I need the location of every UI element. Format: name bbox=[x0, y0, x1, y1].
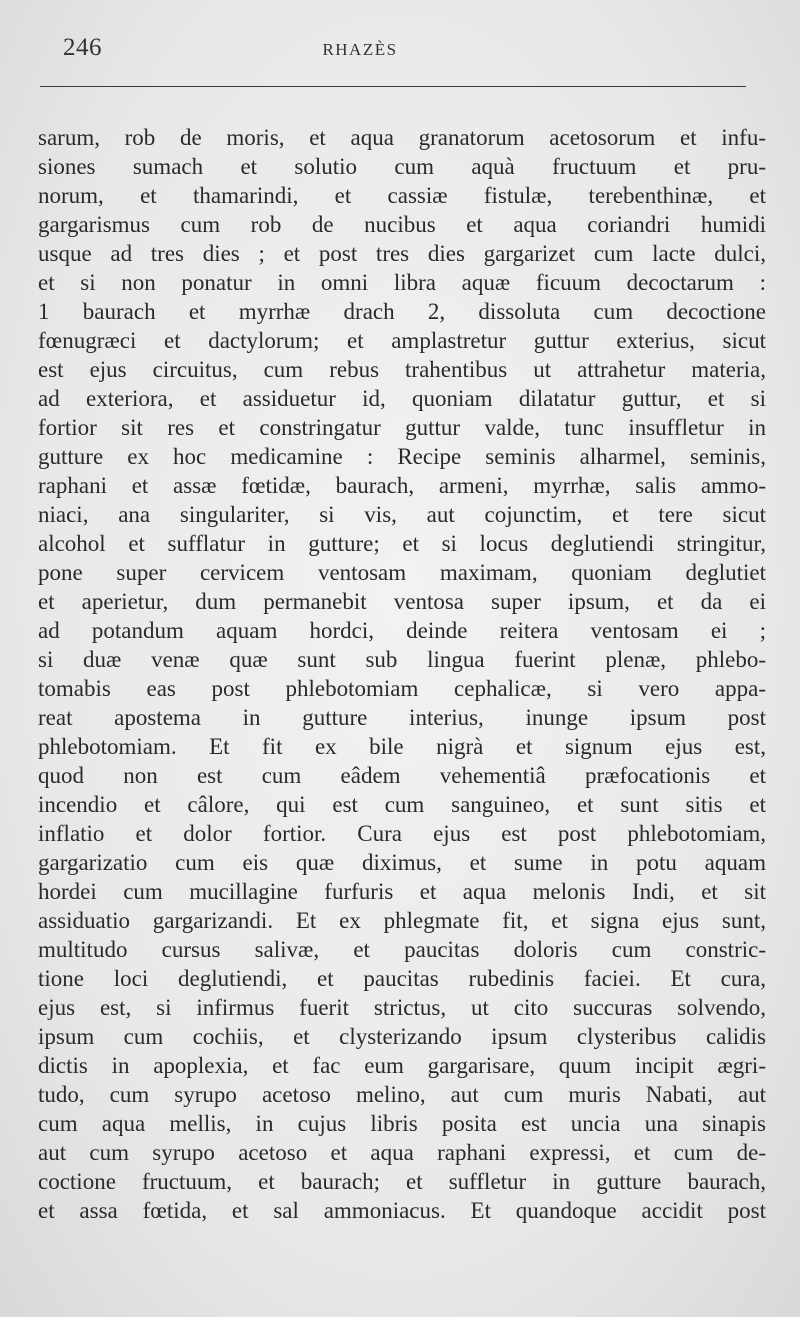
text-line: reat apostema in gutture interius, inunge ipsum post bbox=[38, 705, 766, 730]
page-number: 246 bbox=[63, 34, 102, 61]
text-line: phlebotomiam. Et fit ex bile nigrà et signum ejus est, bbox=[38, 734, 766, 759]
text-line: aut cum syrupo acetoso et aqua raphani expressi, et cum de- bbox=[38, 1140, 766, 1165]
text-line: quod non est cum eâdem vehementiâ præfocationis et bbox=[38, 763, 766, 788]
text-line: siones sumach et solutio cum aquà fructuum et pru- bbox=[38, 154, 766, 179]
text-line: tione loci deglutiendi, et paucitas rubedinis faciei. Et cura, bbox=[38, 966, 766, 991]
text-line: pone super cervicem ventosam maximam, quoniam deglutiet bbox=[38, 560, 766, 585]
text-line: coctione fructuum, et baurach; et suffletur in gutture baurach, bbox=[38, 1169, 766, 1194]
text-line: alcohol et sufflatur in gutture; et si locus deglutiendi stringitur, bbox=[38, 531, 766, 556]
text-line: niaci, ana singulariter, si vis, aut cojunctim, et tere sicut bbox=[38, 502, 766, 527]
text-line: dictis in apoplexia, et fac eum gargarisare, quum incipit ægri- bbox=[38, 1053, 766, 1078]
text-line: et assa fœtida, et sal ammoniacus. Et quandoque accidit post bbox=[38, 1198, 766, 1223]
text-line: inflatio et dolor fortior. Cura ejus est post phlebotomiam, bbox=[38, 821, 766, 846]
text-line: raphani et assæ fœtidæ, baurach, armeni, myrrhæ, salis ammo- bbox=[38, 473, 766, 498]
text-line: fortior sit res et constringatur guttur valde, tunc insuffletur in bbox=[38, 415, 766, 440]
text-line: incendio et câlore, qui est cum sanguineo, et sunt sitis et bbox=[38, 792, 766, 817]
text-line: ad exteriora, et assiduetur id, quoniam dilatatur guttur, et si bbox=[38, 386, 766, 411]
text-line: ejus est, si infirmus fuerit strictus, ut cito succuras solvendo, bbox=[38, 995, 766, 1020]
text-line: gargarizatio cum eis quæ diximus, et sume in potu aquam bbox=[38, 850, 766, 875]
body-text bbox=[38, 123, 766, 1225]
text-line: tomabis eas post phlebotomiam cephalicæ, si vero appa- bbox=[38, 676, 766, 701]
text-line: ipsum cum cochiis, et clysterizando ipsum clysteribus calidis bbox=[38, 1024, 766, 1049]
text-line: ad potandum aquam hordci, deinde reitera ventosam ei ; bbox=[38, 618, 766, 643]
text-line: assiduatio gargarizandi. Et ex phlegmate fit, et signa ejus sunt, bbox=[38, 908, 766, 933]
text-line: cum aqua mellis, in cujus libris posita est uncia una sinapis bbox=[38, 1111, 766, 1136]
text-line: fœnugræci et dactylorum; et amplastretur guttur exterius, sicut bbox=[38, 328, 766, 353]
text-line: gargarismus cum rob de nucibus et aqua coriandri humidi bbox=[38, 212, 766, 237]
text-line: est ejus circuitus, cum rebus trahentibus ut attrahetur materia, bbox=[38, 357, 766, 382]
text-line: usque ad tres dies ; et post tres dies gargarizet cum lacte dulci, bbox=[38, 241, 766, 266]
text-line: gutture ex hoc medicamine : Recipe seminis alharmel, seminis, bbox=[38, 444, 766, 469]
text-line: et aperietur, dum permanebit ventosa super ipsum, et da ei bbox=[38, 589, 766, 614]
text-line: et si non ponatur in omni libra aquæ ficuum decoctarum : bbox=[38, 270, 766, 295]
text-line: tudo, cum syrupo acetoso melino, aut cum muris Nabati, aut bbox=[38, 1082, 766, 1107]
text-line: norum, et thamarindi, et cassiæ fistulæ, terebenthinæ, et bbox=[38, 183, 766, 208]
text-line: multitudo cursus salivæ, et paucitas doloris cum constric- bbox=[38, 937, 766, 962]
running-title: RHAZÈS bbox=[322, 40, 398, 59]
text-line: si duæ venæ quæ sunt sub lingua fuerint plenæ, phlebo- bbox=[38, 647, 766, 672]
header-rule bbox=[40, 86, 746, 87]
text-line: sarum, rob de moris, et aqua granatorum acetosorum et infu- bbox=[38, 125, 766, 150]
text-line: 1 baurach et myrrhæ drach 2, dissoluta cum decoctione bbox=[38, 299, 766, 324]
text-line: hordei cum mucillagine furfuris et aqua melonis Indi, et sit bbox=[38, 879, 766, 904]
